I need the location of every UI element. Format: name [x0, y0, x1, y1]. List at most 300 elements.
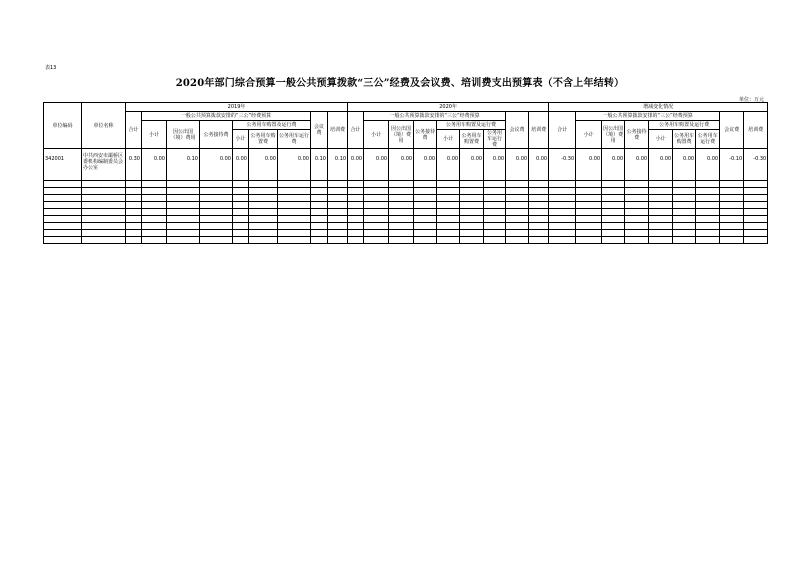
empty-cell	[549, 216, 576, 223]
header-vehicle-group: 公务用车购置及运行费	[649, 121, 720, 130]
header-vehicle-operation: 公务用车运行费	[278, 130, 311, 149]
empty-cell	[696, 181, 720, 188]
empty-cell	[460, 216, 484, 223]
empty-cell	[311, 223, 328, 230]
empty-cell	[126, 209, 142, 216]
empty-cell	[673, 230, 696, 237]
empty-cell	[311, 202, 328, 209]
empty-cell	[696, 209, 720, 216]
empty-cell	[389, 237, 414, 244]
empty-cell	[649, 230, 673, 237]
empty-cell	[311, 230, 328, 237]
empty-cell	[200, 223, 233, 230]
header-unit-code: 单位编码	[44, 103, 82, 149]
empty-cell	[602, 223, 625, 230]
empty-cell	[167, 209, 200, 216]
empty-cell	[364, 181, 389, 188]
value-cell: 0.10	[328, 149, 348, 181]
empty-cell	[506, 216, 529, 223]
empty-table-row	[44, 202, 768, 209]
empty-cell	[44, 188, 82, 195]
empty-cell	[167, 237, 200, 244]
empty-cell	[389, 181, 414, 188]
empty-cell	[649, 216, 673, 223]
header-year-2019: 2019年	[126, 103, 348, 112]
empty-cell	[720, 237, 744, 244]
empty-cell	[506, 181, 529, 188]
empty-cell	[484, 223, 506, 230]
empty-cell	[576, 216, 602, 223]
value-cell: 0.00	[673, 149, 696, 181]
empty-cell	[437, 202, 460, 209]
empty-cell	[328, 230, 348, 237]
header-abroad: 因公出国（境）费用	[167, 121, 200, 149]
empty-cell	[44, 230, 82, 237]
empty-cell	[673, 188, 696, 195]
empty-cell	[142, 223, 167, 230]
header-sangong-group: 一般公共预算拨款安排的“三公”经费预算	[142, 112, 311, 121]
empty-cell	[437, 188, 460, 195]
empty-cell	[82, 237, 126, 244]
empty-cell	[249, 216, 278, 223]
empty-cell	[649, 209, 673, 216]
empty-cell	[602, 230, 625, 237]
empty-cell	[696, 216, 720, 223]
empty-cell	[720, 230, 744, 237]
empty-cell	[460, 188, 484, 195]
empty-cell	[625, 181, 649, 188]
empty-cell	[82, 202, 126, 209]
value-cell: 0.00	[649, 149, 673, 181]
empty-cell	[167, 230, 200, 237]
empty-cell	[328, 216, 348, 223]
empty-cell	[167, 223, 200, 230]
empty-cell	[328, 188, 348, 195]
empty-cell	[249, 237, 278, 244]
empty-cell	[649, 188, 673, 195]
empty-cell	[460, 181, 484, 188]
empty-cell	[484, 195, 506, 202]
header-year-2020: 2020年	[348, 103, 549, 112]
empty-cell	[673, 223, 696, 230]
empty-cell	[44, 202, 82, 209]
empty-cell	[167, 188, 200, 195]
value-cell: 0.00	[278, 149, 311, 181]
empty-table-row	[44, 216, 768, 223]
empty-cell	[328, 237, 348, 244]
empty-cell	[696, 188, 720, 195]
header-vehicle-group: 公务用车购置及运行费	[233, 121, 311, 130]
header-training: 培训费	[328, 112, 348, 149]
value-cell: 0.00	[696, 149, 720, 181]
value-cell: -0.10	[720, 149, 744, 181]
empty-cell	[576, 188, 602, 195]
header-total: 合计	[348, 112, 364, 149]
value-cell: 0.00	[389, 149, 414, 181]
empty-cell	[625, 237, 649, 244]
empty-cell	[673, 216, 696, 223]
empty-cell	[673, 237, 696, 244]
empty-cell	[233, 223, 249, 230]
empty-cell	[328, 209, 348, 216]
empty-table-row	[44, 181, 768, 188]
empty-cell	[506, 223, 529, 230]
value-cell: 0.00	[364, 149, 389, 181]
empty-cell	[126, 188, 142, 195]
empty-cell	[625, 195, 649, 202]
empty-cell	[348, 188, 364, 195]
header-sangong-group: 一般公共预算拨款安排的“三公”经费预算	[364, 112, 506, 121]
empty-cell	[348, 202, 364, 209]
empty-cell	[278, 237, 311, 244]
empty-cell	[311, 195, 328, 202]
empty-cell	[233, 230, 249, 237]
empty-cell	[311, 188, 328, 195]
empty-cell	[549, 202, 576, 209]
empty-cell	[249, 181, 278, 188]
empty-cell	[673, 195, 696, 202]
empty-table-row	[44, 223, 768, 230]
empty-cell	[348, 209, 364, 216]
empty-cell	[348, 195, 364, 202]
empty-cell	[460, 237, 484, 244]
empty-table-row	[44, 188, 768, 195]
header-reception: 公务接待费	[625, 121, 649, 149]
empty-cell	[414, 202, 437, 209]
empty-cell	[82, 223, 126, 230]
empty-cell	[364, 188, 389, 195]
empty-cell	[249, 223, 278, 230]
empty-cell	[549, 237, 576, 244]
empty-cell	[460, 223, 484, 230]
empty-cell	[460, 202, 484, 209]
value-cell: 0.00	[348, 149, 364, 181]
empty-cell	[82, 216, 126, 223]
empty-cell	[200, 202, 233, 209]
header-vehicle-purchase: 公务用车购置费	[460, 130, 484, 149]
empty-cell	[720, 202, 744, 209]
value-cell: 0.00	[460, 149, 484, 181]
empty-cell	[414, 209, 437, 216]
empty-cell	[744, 181, 768, 188]
header-subtotal: 小计	[233, 130, 249, 149]
empty-cell	[625, 216, 649, 223]
header-subtotal: 小计	[576, 121, 602, 149]
empty-cell	[649, 202, 673, 209]
empty-cell	[720, 216, 744, 223]
header-subtotal: 小计	[364, 121, 389, 149]
empty-cell	[437, 230, 460, 237]
empty-cell	[506, 188, 529, 195]
empty-cell	[200, 237, 233, 244]
empty-cell	[744, 188, 768, 195]
empty-cell	[364, 216, 389, 223]
empty-cell	[328, 181, 348, 188]
empty-cell	[549, 188, 576, 195]
empty-cell	[437, 237, 460, 244]
empty-cell	[414, 223, 437, 230]
empty-table-row	[44, 195, 768, 202]
empty-cell	[720, 181, 744, 188]
empty-cell	[364, 209, 389, 216]
empty-cell	[364, 237, 389, 244]
header-vehicle-group: 公务用车购置及运行费	[437, 121, 506, 130]
empty-cell	[549, 195, 576, 202]
empty-cell	[484, 216, 506, 223]
empty-cell	[437, 223, 460, 230]
unit-label: 单位：万元	[738, 97, 764, 103]
empty-cell	[673, 181, 696, 188]
value-cell: 0.00	[437, 149, 460, 181]
empty-cell	[720, 209, 744, 216]
empty-cell	[529, 209, 549, 216]
empty-cell	[278, 223, 311, 230]
empty-cell	[364, 195, 389, 202]
empty-cell	[720, 223, 744, 230]
empty-cell	[649, 181, 673, 188]
empty-cell	[348, 230, 364, 237]
empty-cell	[506, 237, 529, 244]
empty-cell	[744, 195, 768, 202]
header-vehicle-purchase: 公务用车购置费	[673, 130, 696, 149]
value-cell: 0.00	[142, 149, 167, 181]
empty-cell	[673, 202, 696, 209]
empty-cell	[389, 195, 414, 202]
empty-cell	[126, 202, 142, 209]
empty-cell	[311, 216, 328, 223]
empty-cell	[696, 202, 720, 209]
value-cell: 0.00	[484, 149, 506, 181]
header-meeting: 会议费	[311, 112, 328, 149]
header-total: 合计	[549, 112, 576, 149]
empty-cell	[484, 209, 506, 216]
value-cell: 0.00	[529, 149, 549, 181]
empty-table-row	[44, 230, 768, 237]
empty-cell	[484, 230, 506, 237]
empty-cell	[602, 209, 625, 216]
table-body	[44, 149, 768, 244]
empty-cell	[82, 195, 126, 202]
empty-cell	[233, 202, 249, 209]
empty-cell	[506, 202, 529, 209]
empty-cell	[348, 237, 364, 244]
empty-cell	[549, 181, 576, 188]
empty-cell	[348, 216, 364, 223]
empty-cell	[278, 181, 311, 188]
empty-cell	[142, 195, 167, 202]
empty-cell	[389, 216, 414, 223]
empty-cell	[328, 202, 348, 209]
empty-cell	[82, 209, 126, 216]
empty-cell	[696, 223, 720, 230]
header-vehicle-purchase: 公务用车购置费	[249, 130, 278, 149]
value-cell: 0.00	[506, 149, 529, 181]
empty-cell	[696, 195, 720, 202]
empty-cell	[126, 195, 142, 202]
empty-cell	[744, 209, 768, 216]
empty-cell	[437, 209, 460, 216]
empty-cell	[649, 237, 673, 244]
empty-cell	[278, 230, 311, 237]
value-cell: 0.00	[602, 149, 625, 181]
empty-cell	[576, 237, 602, 244]
empty-table-row	[44, 237, 768, 244]
empty-cell	[529, 202, 549, 209]
value-cell: 0.10	[167, 149, 200, 181]
value-cell: 0.10	[311, 149, 328, 181]
header-abroad: 因公出国（境）费用	[389, 121, 414, 149]
empty-cell	[414, 195, 437, 202]
empty-cell	[200, 181, 233, 188]
empty-cell	[200, 188, 233, 195]
empty-cell	[414, 237, 437, 244]
empty-cell	[278, 188, 311, 195]
table-row	[44, 149, 768, 181]
empty-cell	[278, 202, 311, 209]
empty-cell	[602, 202, 625, 209]
header-training: 培训费	[529, 112, 549, 149]
empty-cell	[625, 223, 649, 230]
empty-cell	[142, 188, 167, 195]
empty-cell	[364, 223, 389, 230]
empty-cell	[142, 237, 167, 244]
value-cell: 0.00	[625, 149, 649, 181]
empty-cell	[437, 181, 460, 188]
header-sangong-group: 一般公共预算拨款安排的“三公”经费预算	[576, 112, 720, 121]
header-total: 合计	[126, 112, 142, 149]
empty-cell	[696, 230, 720, 237]
value-cell: 0.00	[414, 149, 437, 181]
empty-cell	[364, 230, 389, 237]
empty-cell	[625, 202, 649, 209]
empty-cell	[126, 216, 142, 223]
value-cell: -0.30	[549, 149, 576, 181]
empty-cell	[364, 202, 389, 209]
empty-cell	[44, 195, 82, 202]
empty-cell	[437, 195, 460, 202]
empty-cell	[602, 216, 625, 223]
empty-cell	[126, 237, 142, 244]
empty-cell	[249, 202, 278, 209]
empty-cell	[414, 188, 437, 195]
header-meeting: 会议费	[506, 112, 529, 149]
empty-cell	[233, 195, 249, 202]
empty-cell	[576, 223, 602, 230]
empty-cell	[233, 181, 249, 188]
empty-cell	[529, 223, 549, 230]
empty-cell	[82, 230, 126, 237]
empty-cell	[348, 181, 364, 188]
value-cell: 0.00	[576, 149, 602, 181]
empty-cell	[529, 188, 549, 195]
empty-cell	[278, 195, 311, 202]
empty-cell	[696, 237, 720, 244]
empty-cell	[328, 195, 348, 202]
empty-cell	[142, 216, 167, 223]
empty-cell	[744, 216, 768, 223]
empty-cell	[278, 209, 311, 216]
empty-cell	[720, 195, 744, 202]
empty-cell	[167, 195, 200, 202]
empty-cell	[506, 195, 529, 202]
empty-cell	[744, 230, 768, 237]
empty-cell	[311, 209, 328, 216]
header-abroad: 因公出国（境）费用	[602, 121, 625, 149]
empty-cell	[233, 237, 249, 244]
empty-cell	[602, 188, 625, 195]
empty-cell	[437, 216, 460, 223]
empty-cell	[506, 230, 529, 237]
empty-cell	[44, 237, 82, 244]
empty-cell	[602, 195, 625, 202]
header-change: 增减变化情况	[549, 103, 768, 112]
empty-cell	[311, 237, 328, 244]
empty-cell	[44, 209, 82, 216]
unit-code-cell: 342001	[44, 149, 82, 181]
empty-cell	[529, 181, 549, 188]
empty-cell	[576, 195, 602, 202]
header-subtotal: 小计	[649, 130, 673, 149]
header-vehicle-operation: 公务用车运行费	[696, 130, 720, 149]
empty-cell	[167, 202, 200, 209]
budget-table	[43, 102, 768, 244]
empty-cell	[233, 216, 249, 223]
empty-cell	[649, 223, 673, 230]
empty-table-row	[44, 209, 768, 216]
empty-cell	[506, 209, 529, 216]
table-number: 表13	[45, 65, 57, 71]
empty-cell	[414, 216, 437, 223]
empty-cell	[233, 209, 249, 216]
empty-cell	[549, 209, 576, 216]
header-training: 培训费	[744, 112, 768, 149]
empty-cell	[484, 237, 506, 244]
empty-cell	[625, 230, 649, 237]
empty-cell	[200, 209, 233, 216]
empty-cell	[576, 202, 602, 209]
header-subtotal: 小计	[437, 130, 460, 149]
empty-cell	[744, 202, 768, 209]
empty-cell	[44, 223, 82, 230]
header-unit-name: 单位名称	[82, 103, 126, 149]
empty-cell	[167, 181, 200, 188]
value-cell: 0.30	[126, 149, 142, 181]
header-meeting: 会议费	[720, 112, 744, 149]
empty-cell	[389, 209, 414, 216]
header-reception: 公务接待费	[414, 121, 437, 149]
empty-cell	[576, 230, 602, 237]
empty-cell	[484, 188, 506, 195]
header-reception: 公务接待费	[200, 121, 233, 149]
empty-cell	[44, 216, 82, 223]
empty-cell	[82, 188, 126, 195]
empty-cell	[673, 209, 696, 216]
empty-cell	[233, 188, 249, 195]
empty-cell	[82, 181, 126, 188]
empty-cell	[142, 230, 167, 237]
empty-cell	[200, 230, 233, 237]
value-cell: -0.30	[744, 149, 768, 181]
empty-cell	[142, 202, 167, 209]
empty-cell	[278, 216, 311, 223]
empty-cell	[744, 223, 768, 230]
empty-cell	[576, 181, 602, 188]
empty-cell	[529, 237, 549, 244]
empty-cell	[602, 181, 625, 188]
empty-cell	[249, 188, 278, 195]
empty-cell	[484, 181, 506, 188]
empty-cell	[576, 209, 602, 216]
